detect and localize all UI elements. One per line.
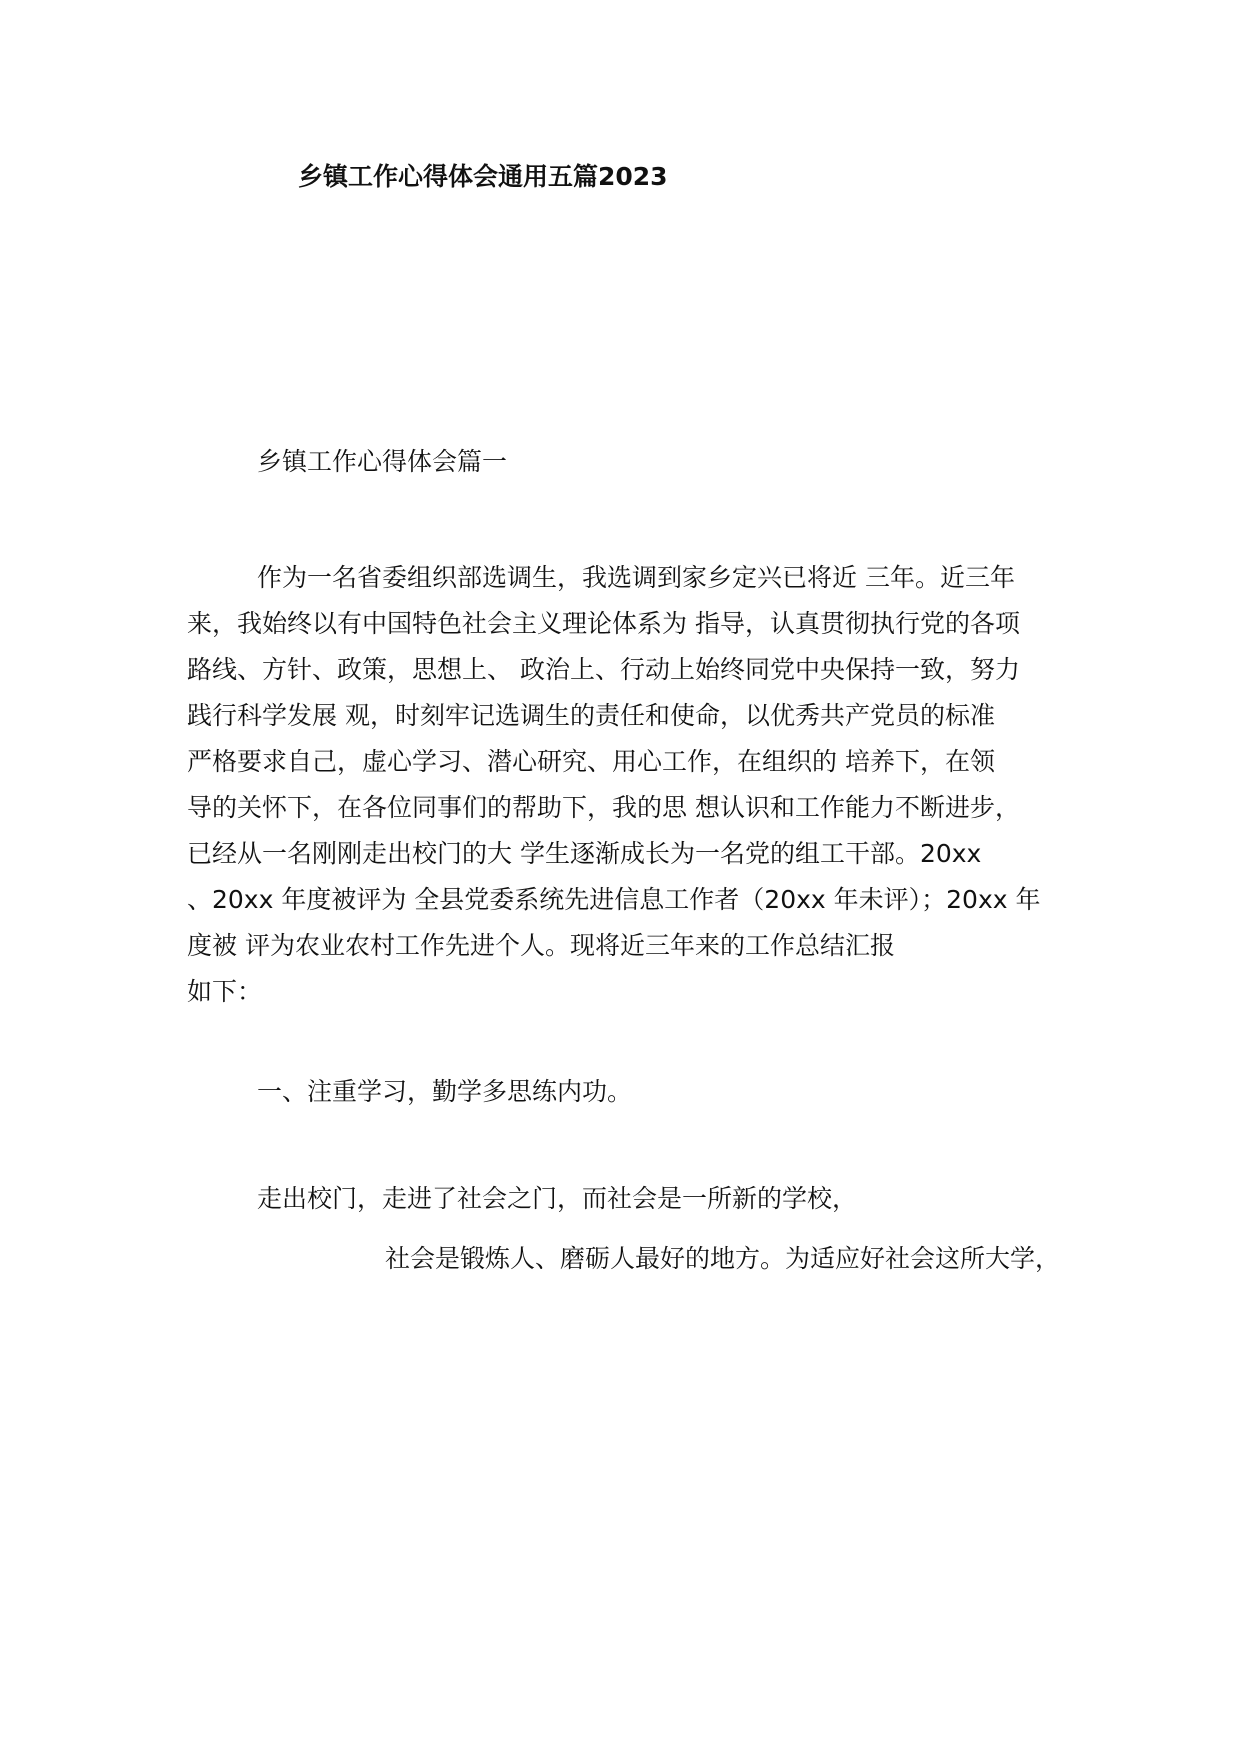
paragraph-2-line-2: 社会是锻炼人、磨砺人最好的地方。为适应好社会这所大学， — [385, 1244, 1061, 1273]
paragraph-1 — [187, 555, 1067, 1015]
paragraph-line: 已经从一名刚刚走出校门的大 学生逐渐成长为一名党的组工干部。20xx — [187, 839, 982, 868]
paragraph-line: 路线、方针、政策，思想上、 政治上、行动上始终同党中央保持一致，努力 — [187, 655, 1020, 684]
paragraph-line: 、20xx 年度被评为 全县党委系统先进信息工作者（20xx 年未评）；20xx 年 — [187, 885, 1041, 914]
paragraph-line: 度被 评为农业农村工作先进个人。现将近三年来的工作总结汇报 — [187, 931, 895, 960]
document-title: 乡镇工作心得体会通用五篇2023 — [298, 162, 668, 191]
paragraph-line: 严格要求自己，虚心学习、潜心研究、用心工作，在组织的 培养下，在领 — [187, 747, 995, 776]
paragraph-2-line-1: 走出校门，走进了社会之门，而社会是一所新的学校， — [257, 1184, 858, 1213]
paragraph-line: 导的关怀下，在各位同事们的帮助下，我的思 想认识和工作能力不断进步， — [187, 793, 1020, 822]
subheading-1: 一、注重学习，勤学多思练内功。 — [257, 1077, 633, 1106]
paragraph-line: 如下： — [187, 977, 263, 1006]
section-heading: 乡镇工作心得体会篇一 — [257, 447, 508, 476]
paragraph-line: 践行科学发展 观，时刻牢记选调生的责任和使命，以优秀共产党员的标准 — [187, 701, 995, 730]
paragraph-line: 作为一名省委组织部选调生，我选调到家乡定兴已将近 三年。近三年 — [257, 563, 1015, 592]
paragraph-line: 来，我始终以有中国特色社会主义理论体系为 指导，认真贯彻执行党的各项 — [187, 609, 1020, 638]
